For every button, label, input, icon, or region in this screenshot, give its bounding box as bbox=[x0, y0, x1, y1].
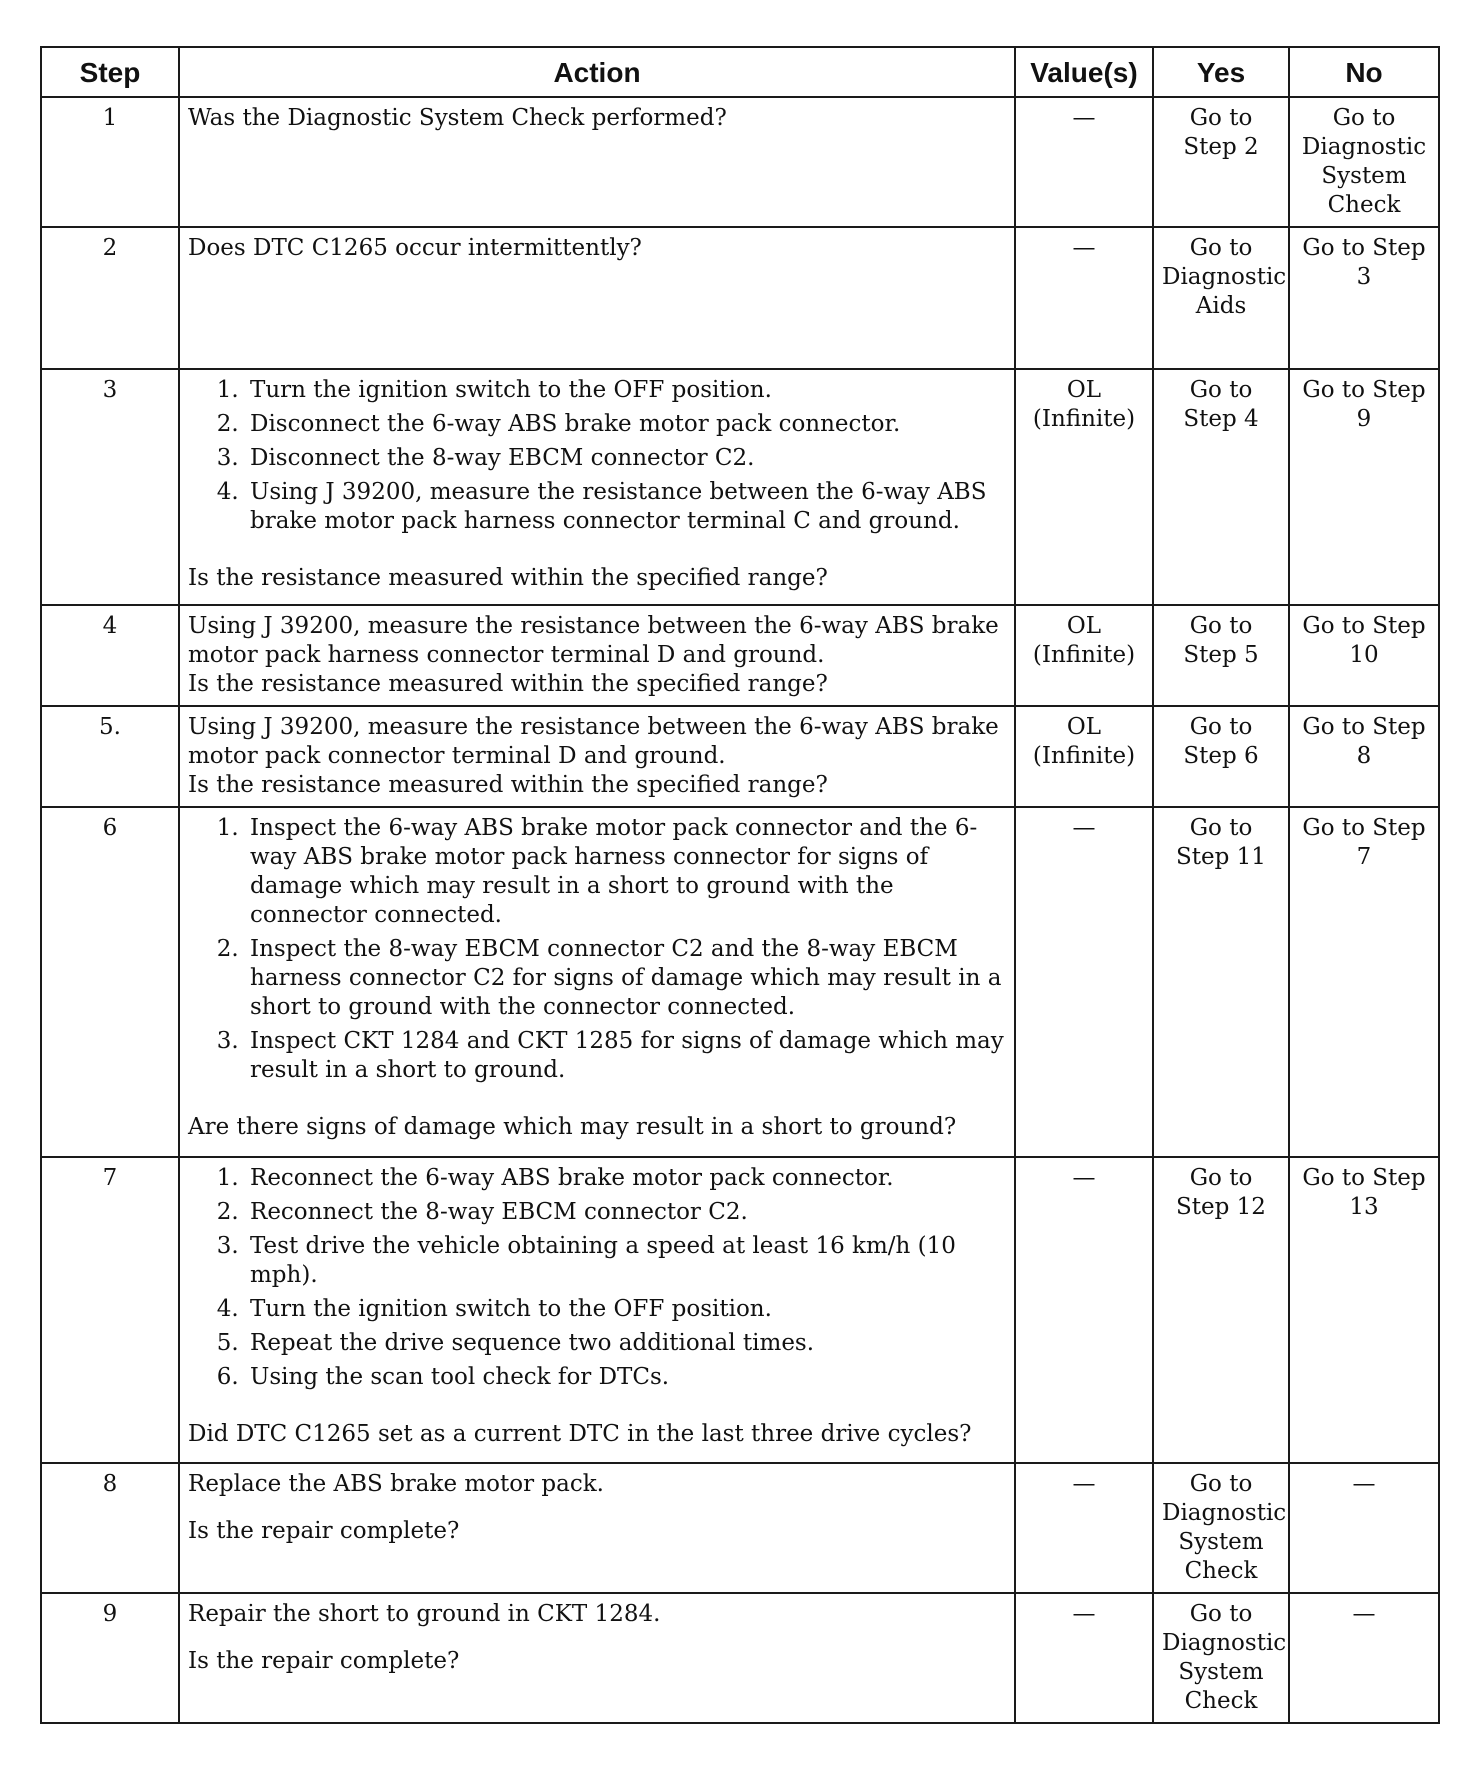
yes-cell: Go to Step 11 bbox=[1153, 807, 1289, 1157]
action-text: Replace the ABS brake motor pack. bbox=[188, 1471, 604, 1497]
action-cell bbox=[179, 1157, 1015, 1463]
question-text: Are there signs of damage which may result in a short to ground? bbox=[188, 1114, 957, 1140]
yes-cell: Go to Diagnostic System Check bbox=[1153, 1463, 1289, 1593]
value-cell: — bbox=[1015, 807, 1153, 1157]
table-row bbox=[41, 706, 1439, 807]
action-text: Using J 39200, measure the resistance between the 6-way ABS brake motor pack connector terminal D and ground. bbox=[188, 714, 999, 769]
instruction-item: 4. Using J 39200, measure the resistance between the 6-way ABS brake motor pack harness connector terminal C and ground. bbox=[246, 478, 1006, 536]
value-cell: — bbox=[1015, 227, 1153, 369]
action-cell bbox=[179, 1463, 1015, 1593]
question-text: Is the resistance measured within the specified range? bbox=[188, 565, 828, 591]
step-number: 6 bbox=[41, 807, 179, 1157]
instruction-item: 2. Reconnect the 8-way EBCM connector C2. bbox=[246, 1198, 1006, 1227]
no-cell: — bbox=[1289, 1593, 1439, 1723]
instruction-item: 3. Test drive the vehicle obtaining a speed at least 16 km/h (10 mph). bbox=[246, 1232, 1006, 1290]
table-row bbox=[41, 1593, 1439, 1723]
action-cell bbox=[179, 227, 1015, 369]
action-cell bbox=[179, 807, 1015, 1157]
value-cell: — bbox=[1015, 1593, 1153, 1723]
question-text: Did DTC C1265 set as a current DTC in the last three drive cycles? bbox=[188, 1421, 972, 1447]
action-cell bbox=[179, 369, 1015, 605]
step-number: 9 bbox=[41, 1593, 179, 1723]
no-cell: Go to Step 8 bbox=[1289, 706, 1439, 807]
step-number: 3 bbox=[41, 369, 179, 605]
value-cell: OL (Infinite) bbox=[1015, 706, 1153, 807]
yes-cell: Go to Step 12 bbox=[1153, 1157, 1289, 1463]
question-text: Is the repair complete? bbox=[188, 1518, 460, 1544]
action-cell bbox=[179, 1593, 1015, 1723]
value-cell: — bbox=[1015, 1463, 1153, 1593]
step-number: 2 bbox=[41, 227, 179, 369]
value-cell: OL (Infinite) bbox=[1015, 605, 1153, 706]
no-cell: Go to Step 9 bbox=[1289, 369, 1439, 605]
table-row bbox=[41, 605, 1439, 706]
step-number: 7 bbox=[41, 1157, 179, 1463]
instruction-item: 3. Disconnect the 8-way EBCM connector C2. bbox=[246, 444, 1006, 473]
table-row bbox=[41, 807, 1439, 1157]
header-yes: Yes bbox=[1153, 47, 1289, 97]
step-number: 5. bbox=[41, 706, 179, 807]
header-no: No bbox=[1289, 47, 1439, 97]
action-cell bbox=[179, 605, 1015, 706]
instruction-item: 5. Repeat the drive sequence two additional times. bbox=[246, 1329, 1006, 1358]
no-cell: Go to Step 10 bbox=[1289, 605, 1439, 706]
instruction-item: 6. Using the scan tool check for DTCs. bbox=[246, 1363, 1006, 1392]
yes-cell: Go to Diagnostic Aids bbox=[1153, 227, 1289, 369]
step-number: 1 bbox=[41, 97, 179, 227]
value-cell: — bbox=[1015, 1157, 1153, 1463]
diagnostic-table-container bbox=[40, 46, 1438, 1724]
yes-cell: Go to Diagnostic System Check bbox=[1153, 1593, 1289, 1723]
diagnostic-table bbox=[40, 46, 1440, 1724]
step-number: 4 bbox=[41, 605, 179, 706]
yes-cell: Go to Step 4 bbox=[1153, 369, 1289, 605]
instruction-item: 1. Turn the ignition switch to the OFF position. bbox=[246, 376, 1006, 405]
action-text: Was the Diagnostic System Check performed? bbox=[188, 105, 727, 131]
action-text: Repair the short to ground in CKT 1284. bbox=[188, 1601, 661, 1627]
no-cell: — bbox=[1289, 1463, 1439, 1593]
action-cell bbox=[179, 97, 1015, 227]
action-cell bbox=[179, 706, 1015, 807]
instruction-item: 1. Reconnect the 6-way ABS brake motor pack connector. bbox=[246, 1164, 1006, 1193]
instruction-list bbox=[188, 376, 1006, 536]
step-number: 8 bbox=[41, 1463, 179, 1593]
no-cell: Go to Step 3 bbox=[1289, 227, 1439, 369]
header-values: Value(s) bbox=[1015, 47, 1153, 97]
header-action: Action bbox=[179, 47, 1015, 97]
instruction-list bbox=[188, 814, 1006, 1085]
question-text: Is the repair complete? bbox=[188, 1648, 460, 1674]
question-text: Is the resistance measured within the specified range? bbox=[188, 772, 828, 798]
value-cell: — bbox=[1015, 97, 1153, 227]
table-row bbox=[41, 1157, 1439, 1463]
no-cell: Go to Step 13 bbox=[1289, 1157, 1439, 1463]
table-header-row bbox=[41, 47, 1439, 97]
value-cell: OL (Infinite) bbox=[1015, 369, 1153, 605]
instruction-item: 3. Inspect CKT 1284 and CKT 1285 for signs of damage which may result in a short to ground. bbox=[246, 1027, 1006, 1085]
instruction-item: 1. Inspect the 6-way ABS brake motor pack connector and the 6-way ABS brake motor pack harness connector for signs of damage which may result in a short to ground with the connector connected. bbox=[246, 814, 1006, 930]
yes-cell: Go to Step 5 bbox=[1153, 605, 1289, 706]
yes-cell: Go to Step 6 bbox=[1153, 706, 1289, 807]
yes-cell: Go to Step 2 bbox=[1153, 97, 1289, 227]
action-text: Using J 39200, measure the resistance between the 6-way ABS brake motor pack harness connector terminal D and ground. bbox=[188, 613, 999, 668]
no-cell: Go to Step 7 bbox=[1289, 807, 1439, 1157]
table-row bbox=[41, 97, 1439, 227]
instruction-item: 2. Disconnect the 6-way ABS brake motor pack connector. bbox=[246, 410, 1006, 439]
table-row bbox=[41, 227, 1439, 369]
no-cell: Go to Diagnostic System Check bbox=[1289, 97, 1439, 227]
table-row bbox=[41, 369, 1439, 605]
question-text: Is the resistance measured within the specified range? bbox=[188, 671, 828, 697]
instruction-item: 4. Turn the ignition switch to the OFF position. bbox=[246, 1295, 1006, 1324]
action-text: Does DTC C1265 occur intermittently? bbox=[188, 235, 642, 261]
instruction-list bbox=[188, 1164, 1006, 1392]
instruction-item: 2. Inspect the 8-way EBCM connector C2 and the 8-way EBCM harness connector C2 for signs of damage which may result in a short to ground with the connector connected. bbox=[246, 935, 1006, 1022]
table-row bbox=[41, 1463, 1439, 1593]
header-step: Step bbox=[41, 47, 179, 97]
